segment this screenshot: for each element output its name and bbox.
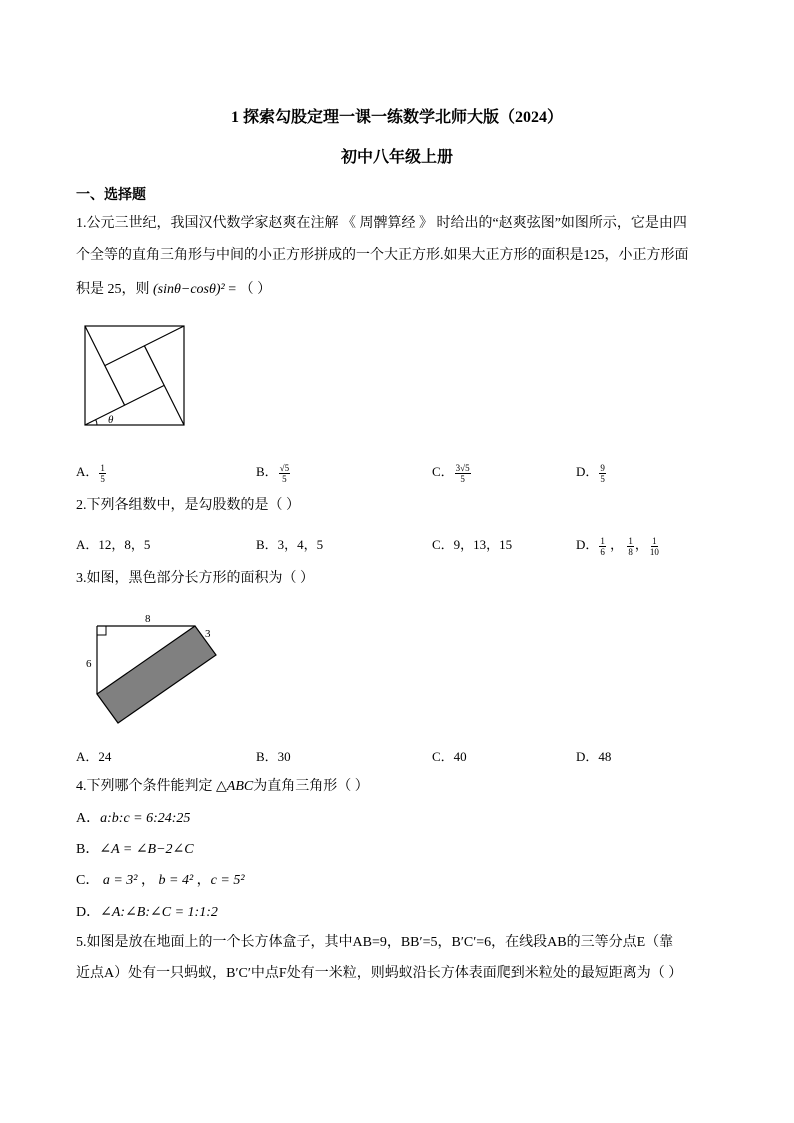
q1-option-c-label: C． [432, 464, 454, 479]
fraction-numerator: 1 [600, 535, 605, 546]
fraction-denominator: 10 [649, 546, 659, 557]
q2-option-a [76, 534, 150, 556]
q4-stem [76, 777, 369, 797]
section-title: 一、选择题 [76, 187, 146, 203]
q1-angle-label: θ [108, 414, 114, 426]
q5-stem-line-1: 5.如图是放在地面上的一个长方体盒子，其中AB=9，BB′=5，B′C′=6，在线段AB的三等分点E（靠 [76, 935, 674, 950]
q1-triangle-leg-3 [105, 326, 184, 366]
q1-option-a-fraction [99, 463, 106, 484]
q2-option-b-label: B． [256, 537, 278, 552]
q3-option-c-text: 40 [453, 749, 467, 764]
q3-option-a-text: 24 [98, 749, 112, 764]
q4-option-d-label: D． [76, 905, 101, 920]
q2-option-d-fraction-2 [627, 536, 634, 557]
q2-option-b [256, 534, 323, 556]
q1-option-d [576, 461, 607, 484]
q3-option-b [256, 746, 291, 768]
q3-option-d-text: 48 [598, 749, 612, 764]
q1-option-b-label: B． [256, 464, 278, 479]
q1-option-b [256, 461, 291, 484]
q4-stem-triangle: △ABC [216, 779, 254, 794]
q4-stem-text: 4.下列哪个条件能判定 [76, 779, 216, 794]
q3-top-length-label: 8 [145, 613, 151, 625]
q2-option-d-fraction-1 [599, 536, 606, 557]
fraction-denominator: 8 [628, 546, 633, 557]
q2-option-d-label: D． [576, 537, 599, 552]
q3-option-b-label: B． [256, 749, 278, 764]
q5-stem-line-2: 近点A）处有一只蚂蚁，B′C′中点F处有一米粒，则蚂蚁沿长方体表面爬到米粒处的最短距离为（ ） [76, 966, 683, 981]
document-title: 1 探索勾股定理一课一练数学北师大版（2024） [230, 109, 563, 126]
q1-stem-line-3 [76, 280, 271, 300]
fraction-denominator: 5 [282, 473, 287, 484]
q3-option-c [432, 746, 467, 768]
q3-option-a [76, 746, 111, 768]
q4-option-a-label: A． [76, 811, 101, 826]
q2-option-a-text: 12，8，5 [98, 537, 151, 552]
q2-option-c [432, 534, 512, 556]
q3-option-a-label: A． [76, 749, 99, 764]
fraction-numerator: 9 [600, 462, 605, 473]
q4-stem-text-end: 为直角三角形（ ） [253, 779, 369, 794]
q1-stem-text: 积是 25，则 [76, 282, 153, 297]
q1-option-d-fraction [599, 463, 606, 484]
q2-option-d [576, 534, 661, 557]
fraction-numerator: 3√5 [455, 462, 470, 473]
q4-option-a [76, 809, 190, 829]
q2-option-a-label: A． [76, 537, 99, 552]
q3-shaded-rectangle [97, 626, 216, 723]
q1-option-c-fraction [455, 463, 471, 484]
q2-option-d-separator: ， [610, 537, 624, 552]
q2-option-c-text: 9，13，15 [453, 537, 513, 552]
q4-option-c [76, 871, 245, 891]
q1-triangle-leg-4 [85, 326, 125, 405]
q2-stem: 2.下列各组数中，是勾股数的是（ ） [76, 498, 300, 513]
q4-option-b [76, 840, 194, 860]
fraction-denominator: 5 [600, 473, 605, 484]
q3-option-d-label: D． [576, 749, 599, 764]
q1-stem-line-1: 1.公元三世纪，我国汉代数学家赵爽在注解 《 周髀算经 》 时给出的“赵爽弦图”如图所示，它是由四 [76, 216, 687, 231]
q1-triangle-leg-2 [144, 346, 184, 425]
q1-stem-expression: (sinθ−cosθ)² [153, 282, 225, 297]
q2-option-d-separator: ， [634, 537, 648, 552]
q3-option-c-label: C． [432, 749, 454, 764]
q4-option-a-math: a:b:c = 6:24:25 [100, 811, 191, 826]
q4-option-c-part-3: c = 5² [210, 873, 245, 888]
q1-zhao-shuang-diagram [80, 320, 190, 430]
q1-option-a [76, 461, 107, 484]
fraction-denominator: 6 [600, 546, 605, 557]
fraction-numerator: 1 [628, 535, 633, 546]
q3-width-label: 3 [205, 628, 211, 640]
q4-option-c-separator: ， [141, 873, 155, 888]
q1-stem-line-2: 个全等的直角三角形与中间的小正方形拼成的一个大正方形.如果大正方形的面积是125，小正方形面 [76, 248, 689, 263]
q1-angle-arc [96, 420, 97, 425]
q4-option-c-part-1: a = 3² [102, 873, 138, 888]
q3-option-b-text: 30 [277, 749, 291, 764]
q4-option-d [76, 903, 218, 923]
q3-option-d [576, 746, 611, 768]
q2-option-d-fraction-3 [649, 536, 660, 557]
q1-option-a-label: A． [76, 464, 99, 479]
q1-large-square [85, 326, 184, 425]
q1-option-b-fraction [279, 463, 290, 484]
q2-option-c-label: C． [432, 537, 454, 552]
q1-option-d-label: D． [576, 464, 599, 479]
document-subtitle: 初中八年级上册 [340, 149, 453, 166]
q2-option-b-text: 3，4，5 [277, 537, 324, 552]
q4-option-c-part-2: b = 4² [158, 873, 194, 888]
q3-right-angle-mark [97, 626, 106, 635]
q1-stem-answer-blank: = （ ） [224, 282, 272, 297]
q4-option-d-math: ∠A:∠B:∠C = 1:1:2 [100, 905, 218, 920]
q3-triangle-rectangle-figure [80, 605, 230, 735]
q3-left-length-label: 6 [86, 658, 92, 670]
q4-option-b-math: ∠A = ∠B−2∠C [99, 842, 194, 857]
q4-option-c-separator: ， [196, 873, 211, 888]
fraction-numerator: √5 [279, 462, 290, 473]
q4-option-b-label: B． [76, 842, 100, 857]
fraction-numerator: 1 [100, 462, 105, 473]
q4-option-c-label: C． [76, 873, 100, 888]
q3-stem: 3.如图，黑色部分长方形的面积为（ ） [76, 571, 314, 586]
fraction-denominator: 5 [460, 473, 465, 484]
q1-option-c [432, 461, 472, 484]
fraction-denominator: 5 [100, 473, 105, 484]
fraction-numerator: 1 [652, 535, 657, 546]
